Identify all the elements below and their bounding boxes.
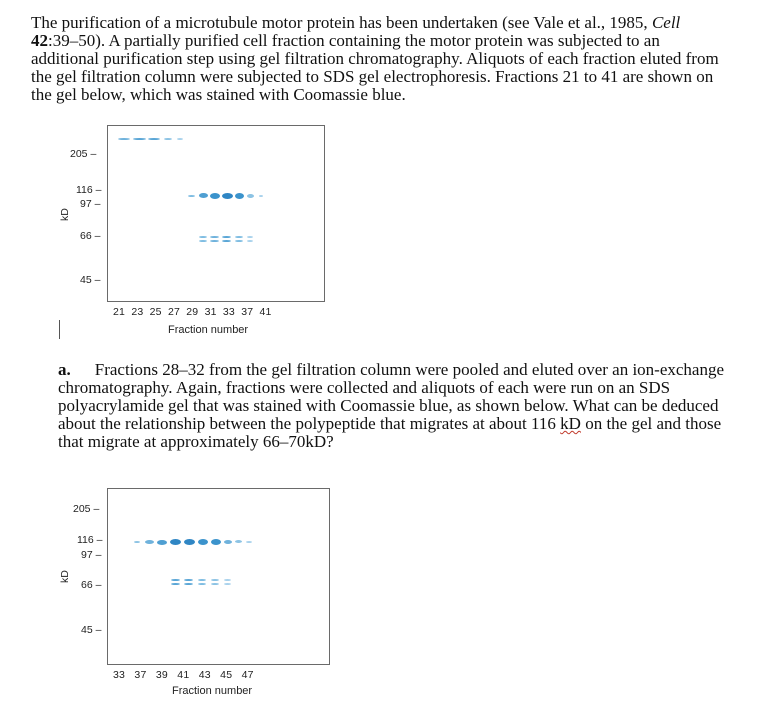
gel2-band — [198, 583, 206, 585]
intro-text-2: :39–50). A partially purified cell fraction containing the motor protein was subjected to an additional purification step using gel filtration chromatography. Aliquots of each fraction eluted from the gel filtration column were subjected to SDS gel electrophoresis. Fractions 21 to 41 are shown on the gel below, which was stained with Coomassie blue. — [31, 31, 719, 104]
gel1-band — [188, 195, 195, 197]
intro-journal: Cell — [651, 13, 681, 32]
question-text-2: on the gel and those that migrate at approximately 66–70kD? — [58, 414, 722, 451]
question-text-1: Fractions 28–32 from the gel filtration column were pooled and eluted over an ion-exchange chromatography. Again, fractions were collected and aliquots of each were run on an SDS polyacrylamide gel that was stained with Coomassie blue, as shown below. What can be deduced about the relationship between the polypeptide that migrates at about 116 — [58, 360, 725, 433]
gel1-band — [222, 236, 231, 238]
gel2-band — [211, 579, 219, 581]
intro-paragraph — [31, 14, 731, 104]
gel2-fraction-ticks: 33 37 39 41 43 45 47 — [113, 669, 254, 681]
gel1-band — [164, 138, 172, 140]
intro-text-1: The purification of a microtubule motor protein has been undertaken (see Vale et al., 1985, — [31, 13, 652, 32]
gel2-band — [198, 539, 208, 545]
gel1-band — [199, 240, 207, 242]
gel2-band — [157, 540, 167, 545]
gel2-unit-label: kD — [59, 570, 71, 583]
gel2-band — [224, 579, 231, 581]
gel2-marker-45: 45 – — [81, 624, 102, 636]
gel2-band — [211, 539, 221, 545]
gel1-marker-116: 116 – — [76, 184, 102, 196]
gel1-band — [259, 195, 263, 197]
question-unit-word: kD — [560, 414, 581, 433]
gel2-marker-66: 66 – — [81, 579, 102, 591]
gel1-band — [235, 193, 244, 199]
gel2-band — [246, 541, 252, 543]
gel1-marker-66: 66 – — [80, 230, 101, 242]
gel1-band — [247, 194, 254, 198]
gel1-band — [247, 236, 253, 238]
gel1-band — [210, 193, 220, 199]
gel1-band — [222, 240, 231, 242]
gel1-band — [199, 193, 208, 198]
gel1-band — [247, 240, 253, 242]
gel2-band — [224, 583, 231, 585]
intro-volume: 42 — [31, 31, 48, 50]
gel2-band — [211, 583, 219, 585]
gel1-band — [235, 240, 243, 242]
gel1-marker-97: 97 – — [80, 198, 101, 210]
gel1-band — [210, 240, 219, 242]
gel2-image — [107, 488, 330, 665]
gel2-band — [184, 539, 195, 545]
gel1-band — [199, 236, 207, 238]
gel1-unit-label: kD — [59, 208, 71, 221]
gel1-band — [133, 138, 146, 140]
gel2-marker-116: 116 – — [77, 534, 103, 546]
gel1-band — [210, 236, 219, 238]
gel1-marker-205: 205 – — [70, 148, 97, 160]
gel1-band — [148, 138, 160, 140]
gel2-marker-205: 205 – — [73, 503, 100, 515]
gel2-band — [184, 583, 193, 585]
gel1-band — [235, 236, 243, 238]
gel2-band — [145, 540, 154, 544]
gel2-band — [235, 540, 242, 543]
gel1-xlabel: Fraction number — [168, 324, 249, 336]
gel1-marker-45: 45 – — [80, 274, 101, 286]
gel2-marker-97: 97 – — [81, 549, 102, 561]
gel2-band — [184, 579, 193, 581]
question-label: a. — [58, 360, 71, 379]
gel2-band — [224, 540, 232, 544]
gel2-band — [134, 541, 140, 543]
gel2-band — [170, 539, 181, 545]
gel1-band — [118, 138, 130, 140]
gel1-fraction-ticks: 21 23 25 27 29 31 33 37 41 — [113, 306, 272, 318]
gel1-band — [177, 138, 183, 140]
gel2-band — [171, 583, 180, 585]
gel2-band — [198, 579, 206, 581]
gel1-image — [107, 125, 325, 302]
question-paragraph — [58, 361, 734, 451]
gel2-band — [171, 579, 180, 581]
text-cursor — [59, 320, 60, 339]
gel1-band — [222, 193, 233, 199]
gel2-xlabel: Fraction number — [172, 685, 253, 697]
